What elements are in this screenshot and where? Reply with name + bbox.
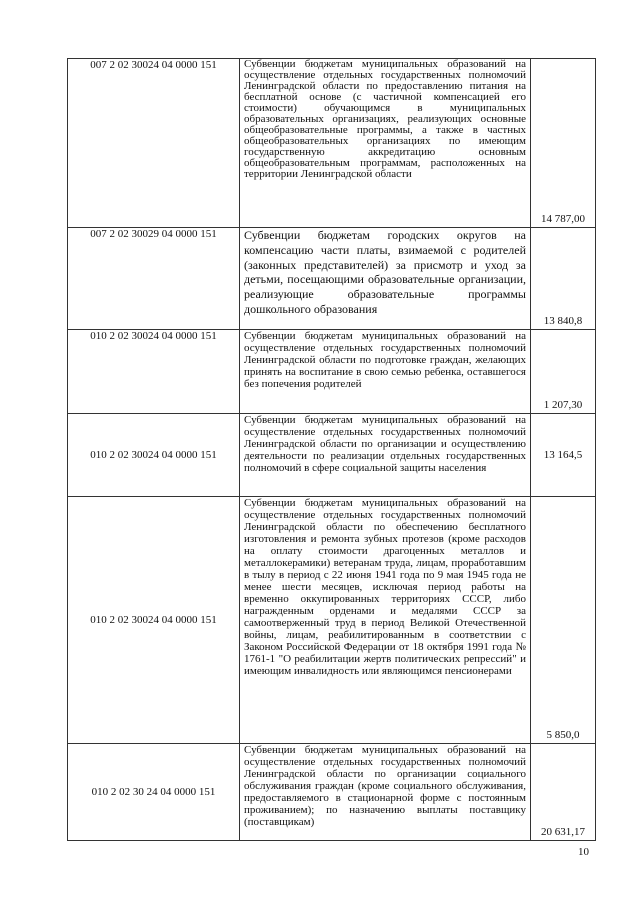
amount-cell: 1 207,30 — [531, 330, 596, 414]
budget-code-cell: 010 2 02 30024 04 0000 151 — [68, 414, 240, 497]
description-cell: Субвенции бюджетам муниципальных образований на осуществление отдельных государственных полномочий Ленинградской области по предоставлению питания на бесплатной основе (с частичной компенсацией его стоимости) обучающимся в муниципальных образовательных организациях, реализующих основные общеобразовательные программы, а также в частных общеобразовательных организациях по имеющим государственную аккредитацию основным общеобразовательным программам, расположенных на территории Ленинградской области — [240, 59, 531, 228]
description-cell: Субвенции бюджетам муниципальных образований на осуществление отдельных государственных полномочий Ленинградской области по подготовке граждан, желающих принять на воспитание в свою семью ребенка, оставшегося без попечения родителей — [240, 330, 531, 414]
amount-cell: 13 840,8 — [531, 228, 596, 330]
amount-cell: 20 631,17 — [531, 744, 596, 841]
table-row — [68, 59, 596, 228]
description-cell: Субвенции бюджетам муниципальных образований на осуществление отдельных государственных полномочий Ленинградской области по организации социального обслуживания граждан (кроме социального обслуживания, предоставляемого в стационарной форме с постоянным проживанием); по назначению выплаты поставщику (поставщикам) — [240, 744, 531, 841]
table-row — [68, 744, 596, 841]
page-number: 10 — [578, 846, 589, 858]
budget-revenue-table — [67, 58, 596, 841]
description-cell: Субвенции бюджетам городских округов на компенсацию части платы, взимаемой с родителей (законных представителей) за присмотр и уход за детьми, посещающими образовательные организации, реализующие образовательные программы дошкольного образования — [240, 228, 531, 330]
budget-code-cell: 007 2 02 30024 04 0000 151 — [68, 59, 240, 228]
amount-cell: 5 850,0 — [531, 497, 596, 744]
budget-code-cell: 010 2 02 30 24 04 0000 151 — [68, 744, 240, 841]
amount-cell: 13 164,5 — [531, 414, 596, 497]
budget-code-cell: 010 2 02 30024 04 0000 151 — [68, 330, 240, 414]
budget-code-cell: 007 2 02 30029 04 0000 151 — [68, 228, 240, 330]
amount-cell: 14 787,00 — [531, 59, 596, 228]
table-row — [68, 414, 596, 497]
budget-code-cell: 010 2 02 30024 04 0000 151 — [68, 497, 240, 744]
table-row — [68, 497, 596, 744]
description-cell: Субвенции бюджетам муниципальных образований на осуществление отдельных государственных полномочий Ленинградской области по организации и осуществлению деятельности по реализации отдельных государственных полномочий в сфере социальной защиты населения — [240, 414, 531, 497]
table-row — [68, 228, 596, 330]
table-row — [68, 330, 596, 414]
description-cell: Субвенции бюджетам муниципальных образований на осуществление отдельных государственных полномочий Ленинградской области по обеспечению бесплатного изготовления и ремонта зубных протезов (кроме расходов на оплату стоимости драгоценных металлов и металлокерамики) ветеранам труда, лицам, проработавшим в тылу в период с 22 июня 1941 года по 9 мая 1945 года не менее шести месяцев, исключая период работы на временно оккупированных территориях СССР, либо награжденным орденами и медалями СССР за самоотверженный труд в период Великой Отечественной войны, лицам, реабилитированным в соответствии с Законом Российской Федерации от 18 октября 1991 года № 1761-1 "О реабилитации жертв политических репрессий" и имеющим инвалидность или являющимся пенсионерами — [240, 497, 531, 744]
